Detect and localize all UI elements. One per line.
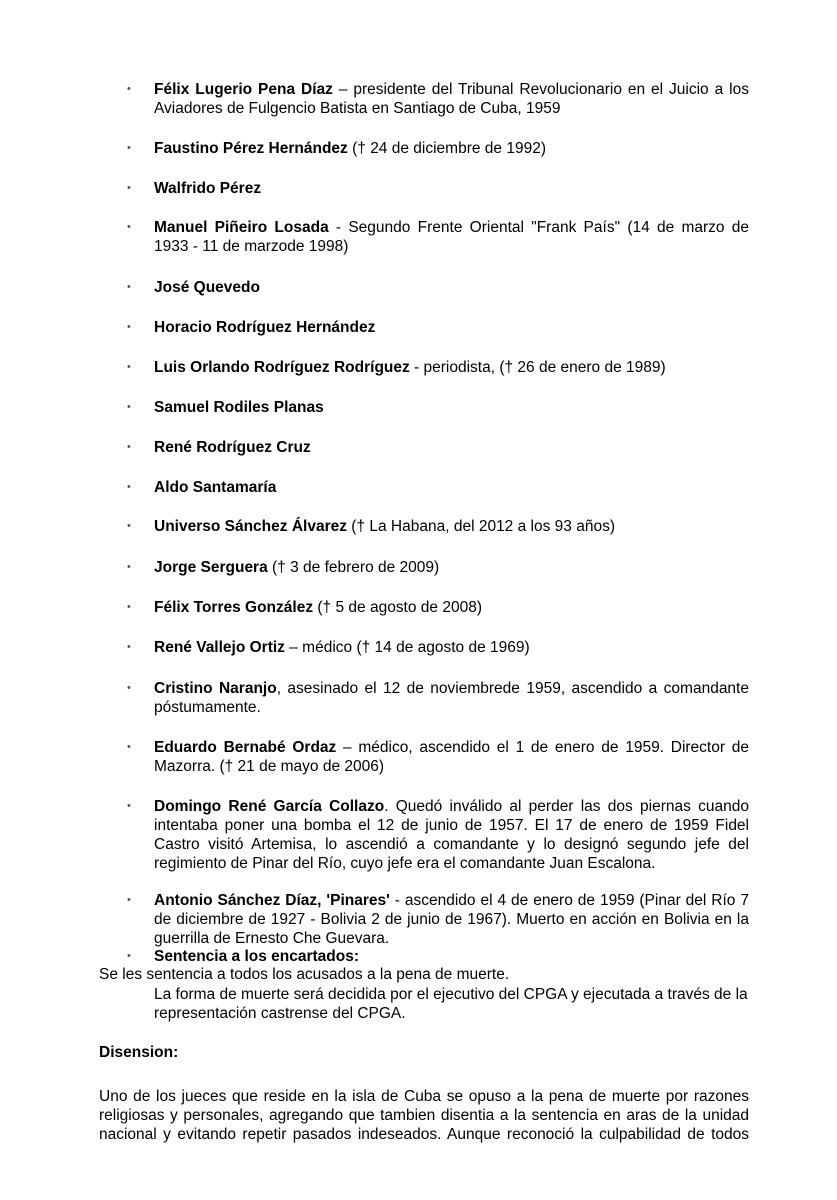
bullet-icon: • (127, 601, 131, 613)
person-detail: – médico, ascendido el 1 de enero de 1959. Director de Mazorra. († 21 de mayo de 2006) (154, 739, 749, 775)
person-name: Cristino Naranjo (154, 680, 277, 697)
person-detail: († 24 de diciembre de 1992) (347, 140, 546, 157)
person-name: Walfrido Pérez (154, 180, 262, 197)
bullet-icon: • (127, 142, 131, 154)
list-item (127, 797, 749, 873)
person-name: René Vallejo Ortiz (154, 639, 285, 656)
list-item (127, 598, 749, 617)
list-item (127, 638, 749, 657)
person-name: José Quevedo (154, 279, 260, 296)
bullet-icon: • (127, 182, 131, 194)
person-detail: – médico († 14 de agosto de 1969) (284, 639, 530, 656)
bullet-icon: • (127, 83, 131, 95)
sentence-detail: La forma de muerte será decidida por el ejecutivo del CPGA y ejecutada a través de la representación castrense del CPGA. (154, 986, 748, 1022)
list-item (127, 318, 749, 337)
list-item (127, 517, 749, 536)
person-detail: , asesinado el 12 de noviembrede 1959, ascendido a comandante póstumamente. (154, 680, 749, 716)
list-item (127, 679, 749, 717)
person-name: Samuel Rodiles Planas (154, 399, 324, 416)
person-name: Eduardo Bernabé Ordaz (154, 739, 337, 756)
list-item (127, 891, 749, 948)
sentence-line: Se les sentencia a todos los acusados a la pena de muerte. (99, 966, 510, 983)
list-item (127, 179, 749, 198)
list-item (127, 278, 749, 297)
person-name: Félix Torres González (154, 599, 314, 616)
bullet-icon: • (127, 361, 131, 373)
dissent-heading: Disension: (99, 1044, 179, 1061)
person-detail: - Segundo Frente Oriental "Frank País" (14 de marzo de 1933 - 11 de marzode 1998) (154, 219, 749, 255)
person-detail: – presidente del Tribunal Revolucionario en el Juicio a los Aviadores de Fulgencio Batista en Santiago de Cuba, 1959 (154, 81, 749, 117)
bullet-icon: • (127, 894, 131, 906)
bullet-icon: • (127, 441, 131, 453)
person-name: Antonio Sánchez Díaz, 'Pinares' (154, 892, 390, 909)
bullet-icon: • (127, 221, 131, 233)
bullet-icon: • (127, 520, 131, 532)
person-detail: - ascendido el 4 de enero de 1959 (Pinar del Río 7 de diciembre de 1927 - Bolivia 2 de junio de 1967). Muerto en acción en Bolivia en la guerrilla de Ernesto Che Guevara. (154, 892, 749, 947)
bullet-icon: • (127, 641, 131, 653)
bullet-icon: • (127, 401, 131, 413)
list-item (127, 558, 749, 577)
list-item (127, 358, 749, 377)
list-item (127, 80, 749, 118)
list-item (127, 398, 749, 417)
list-item (127, 139, 749, 158)
list-item (127, 218, 749, 256)
person-name: Horacio Rodríguez Hernández (154, 319, 376, 336)
list-item (127, 478, 749, 497)
person-name: Manuel Piñeiro Losada (154, 219, 329, 236)
person-detail: († La Habana, del 2012 a los 93 años) (346, 518, 615, 535)
person-name: Aldo Santamaría (154, 479, 277, 496)
bullet-icon: • (127, 321, 131, 333)
person-name: Universo Sánchez Álvarez (154, 518, 347, 535)
person-detail: († 5 de agosto de 2008) (313, 599, 482, 616)
person-name: Domingo René García Collazo (154, 798, 385, 815)
bullet-icon: • (127, 800, 131, 812)
person-name: Jorge Serguera (154, 559, 268, 576)
bullet-icon: • (127, 950, 131, 962)
bullet-icon: • (127, 561, 131, 573)
person-detail: - periodista, († 26 de enero de 1989) (409, 359, 666, 376)
person-name: Félix Lugerio Pena Díaz (154, 81, 333, 98)
bullet-icon: • (127, 281, 131, 293)
bullet-icon: • (127, 682, 131, 694)
person-name: René Rodríguez Cruz (154, 439, 311, 456)
person-name: Luis Orlando Rodríguez Rodríguez (154, 359, 410, 376)
bullet-icon: • (127, 741, 131, 753)
sentence-heading: Sentencia a los encartados: (154, 948, 360, 965)
dissent-paragraph: Uno de los jueces que reside en la isla de Cuba se opuso a la pena de muerte por razones religiosas y personales, agregando que tambien disentia a la sentencia en aras de la unidad nacional y evitando repetir pasados indeseados. Aunque reconoció la culpabilidad de todos (99, 1088, 749, 1143)
person-detail: . Quedó inválido al perder las dos piernas cuando intentaba poner una bomba el 12 de junio de 1957. El 17 de enero de 1959 Fidel Castro visitó Artemisa, lo ascendió a comandante y lo designó segundo jefe del regimiento de Pinar del Río, cuyo jefe era el comandante Juan Escalona. (154, 798, 749, 872)
person-name: Faustino Pérez Hernández (154, 140, 348, 157)
person-detail: († 3 de febrero de 2009) (267, 559, 440, 576)
list-item (127, 738, 749, 776)
bullet-icon: • (127, 481, 131, 493)
list-item (127, 438, 749, 457)
list-item (127, 947, 749, 966)
